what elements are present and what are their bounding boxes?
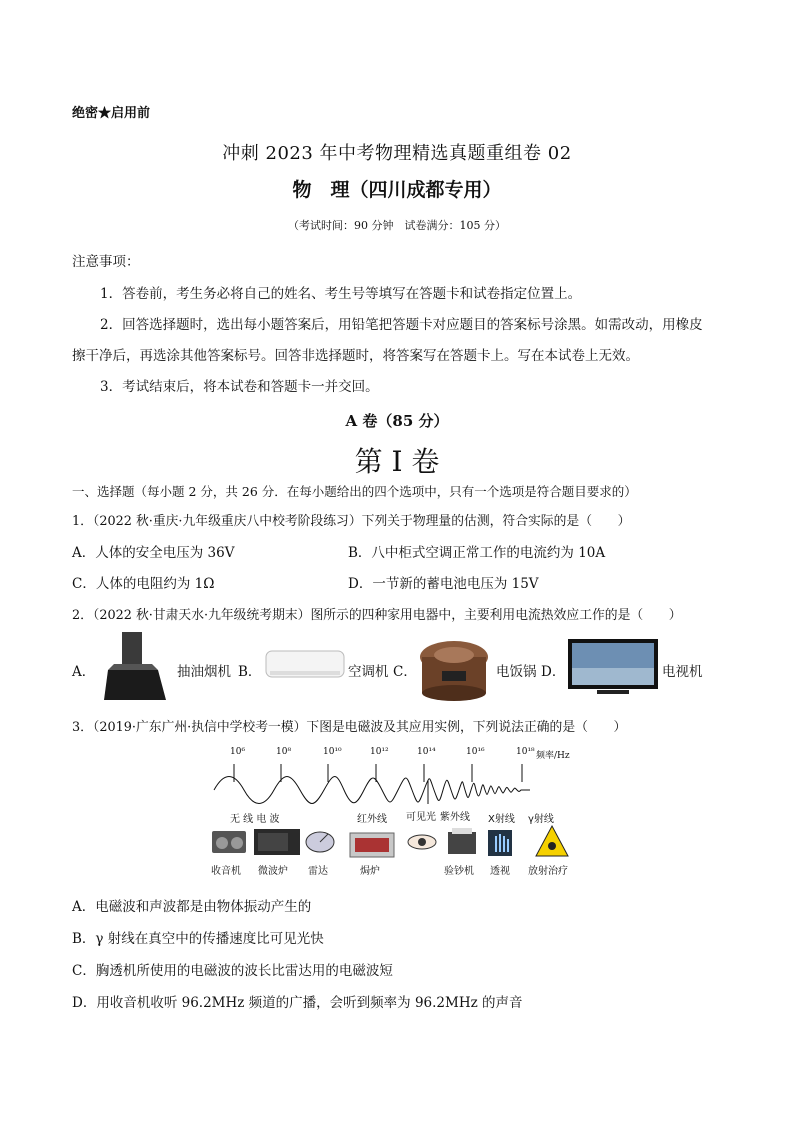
band-label: X射线: [488, 814, 515, 825]
q3-option-c: C．胸透机所使用的电磁波的波长比雷达用的电磁波短: [72, 963, 393, 979]
q1-option-c: C．人体的电阻约为 1Ω: [72, 576, 215, 592]
freq-tick-label: 10¹⁴: [417, 747, 436, 757]
range-hood-image: [100, 630, 172, 700]
freq-tick-label: 10⁶: [230, 747, 246, 757]
freq-tick-label: 10¹⁶: [466, 747, 485, 757]
q2-option-a-label: 抽油烟机: [177, 664, 231, 680]
note-item: 3．考试结束后，将本试卷和答题卡一并交回。: [100, 379, 379, 395]
note-item: 1．答卷前，考生务必将自己的姓名、考生号等填写在答题卡和试卷指定位置上。: [100, 286, 582, 302]
band-label: 紫外线: [440, 812, 470, 823]
eye-icon: [408, 835, 436, 849]
radar-icon: [306, 832, 334, 852]
app-label: 收音机: [211, 866, 241, 877]
confidential-mark: 绝密★启用前: [72, 106, 151, 121]
q2-option-d-letter: D．: [541, 664, 566, 680]
q2-stem: 2．（2022 秋·甘肃天水·九年级统考期末）图所示的四种家用电器中，主要利用电流热效应工作的是（ ）: [72, 608, 682, 623]
band-label: 红外线: [357, 814, 387, 825]
q3-option-d: D．用收音机收听 96.2MHz 频道的广播，会听到频率为 96.2MHz 的声音: [72, 995, 523, 1011]
section-instruction: 一、选择题（每小题 2 分，共 26 分．在每小题给出的四个选项中，只有一个选项是符合题目要求的）: [72, 484, 637, 499]
app-label: 雷达: [308, 866, 328, 877]
freq-tick-label: 10¹⁰: [323, 747, 342, 757]
exam-info: （考试时间：90 分钟 试卷满分：105 分）: [288, 219, 506, 232]
q2-option-d-label: 电视机: [662, 664, 703, 680]
q1-stem: 1．（2022 秋·重庆·九年级重庆八中校考阶段练习）下列关于物理量的估测，符合实际的是（ ）: [72, 514, 631, 529]
part-a-heading: A 卷（85 分）: [345, 412, 449, 430]
q2-option-b-letter: B．: [238, 664, 262, 680]
app-label: 放射治疗: [528, 866, 568, 877]
app-label: 焗炉: [360, 866, 380, 877]
q3-option-b: B．γ 射线在真空中的传播速度比可见光快: [72, 931, 324, 947]
exam-subtitle: 物 理（四川成都专用）: [292, 179, 502, 201]
q2-option-a-letter: A．: [72, 664, 96, 680]
q2-option-c-label: 电饭锅: [496, 664, 537, 680]
freq-tick-label: 10¹²: [370, 747, 389, 757]
air-conditioner-image: [264, 643, 346, 687]
q1-option-a: A．人体的安全电压为 36V: [72, 545, 235, 561]
band-label: 可见光: [406, 812, 436, 823]
television-image: [567, 638, 659, 696]
money-detector-icon: [448, 832, 476, 854]
notes-heading: 注意事项：: [72, 254, 140, 270]
q3-stem: 3．（2019·广东广州·执信中学校考一模）下图是电磁波及其应用实例，下列说法正确的是（ ）: [72, 720, 627, 735]
q2-option-b-label: 空调机: [348, 664, 389, 680]
volume-heading: 第 I 卷: [354, 445, 440, 478]
radiation-warning-icon: [536, 826, 568, 856]
note-item: 擦干净后，再选涂其他答案标号。回答非选择题时，将答案写在答题卡上。写在本试卷上无效。: [72, 348, 639, 364]
note-item: 2．回答选择题时，选出每小题答案后，用铅笔把答题卡对应题目的答案标号涂黑。如需改动，用橡皮: [100, 317, 703, 333]
band-label: γ射线: [528, 814, 554, 825]
rice-cooker-image: [416, 633, 494, 703]
app-label: 透视: [490, 866, 510, 877]
q3-option-a: A．电磁波和声波都是由物体振动产生的: [72, 899, 312, 915]
q1-option-b: B．八中柜式空调正常工作的电流约为 10A: [348, 545, 606, 561]
freq-tick-label: 10⁸: [276, 747, 292, 757]
band-label: 无 线 电 波: [230, 814, 280, 825]
em-wave: [214, 777, 530, 804]
app-label: 验钞机: [444, 866, 474, 877]
freq-unit-label: 频率/Hz: [536, 751, 570, 761]
em-spectrum-diagram: [210, 742, 600, 880]
app-label: 微波炉: [258, 866, 288, 877]
freq-tick-label: 10¹⁸: [516, 747, 535, 757]
q1-option-d: D．一节新的蓄电池电压为 15V: [348, 576, 539, 592]
q2-option-c-letter: C．: [393, 664, 417, 680]
exam-title: 冲刺 2023 年中考物理精选真题重组卷 02: [222, 143, 572, 164]
